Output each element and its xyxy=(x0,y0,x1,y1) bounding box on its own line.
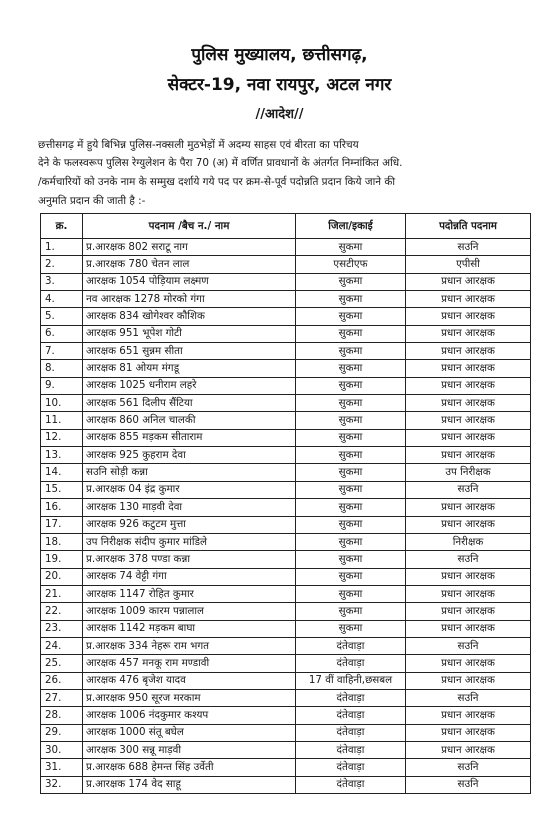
intro-line-2: देने के फलस्वरूप पुलिस रेग्युलेशन के पैरा 70 (अ) में वर्णित प्रावधानों के अंतर्गत निम्नांकित अधि. xyxy=(38,157,403,169)
cell-serial: 3. xyxy=(41,273,83,290)
cell-serial: 14. xyxy=(41,464,83,481)
table-row xyxy=(41,464,531,481)
table-row xyxy=(41,256,531,273)
cell-serial: 19. xyxy=(41,551,83,568)
cell-promotion: प्रधान आरक्षक xyxy=(406,620,531,637)
cell-designation-name: आरक्षक 1142 मड़कम बाघा xyxy=(83,620,296,637)
cell-promotion: सउनि xyxy=(406,481,531,498)
cell-promotion: प्रधान आरक्षक xyxy=(406,273,531,290)
cell-promotion: एपीसी xyxy=(406,256,531,273)
cell-promotion: प्रधान आरक्षक xyxy=(406,308,531,325)
cell-designation-name: प्र.आरक्षक 688 हेमन्त सिंह उर्वेती xyxy=(83,759,296,776)
table-row xyxy=(41,499,531,516)
cell-serial: 8. xyxy=(41,360,83,377)
cell-district: सुकमा xyxy=(296,481,406,498)
cell-designation-name: आरक्षक 74 वेट्टी गंगा xyxy=(83,568,296,585)
cell-district: सुकमा xyxy=(296,568,406,585)
table-row xyxy=(41,689,531,706)
cell-serial: 6. xyxy=(41,325,83,342)
table-row xyxy=(41,377,531,394)
cell-district: दंतेवाड़ा xyxy=(296,655,406,672)
table-row xyxy=(41,759,531,776)
cell-designation-name: प्र.आरक्षक 334 नेहरू राम भगत xyxy=(83,637,296,654)
cell-serial: 32. xyxy=(41,776,83,793)
cell-serial: 5. xyxy=(41,308,83,325)
cell-serial: 21. xyxy=(41,585,83,602)
cell-promotion: प्रधान आरक्षक xyxy=(406,603,531,620)
cell-serial: 17. xyxy=(41,516,83,533)
cell-district: दंतेवाड़ा xyxy=(296,689,406,706)
order-title: //आदेश// xyxy=(255,107,304,122)
cell-promotion: प्रधान आरक्षक xyxy=(406,499,531,516)
cell-district: दंतेवाड़ा xyxy=(296,741,406,758)
cell-designation-name: आरक्षक 457 मनकू राम मण्डावी xyxy=(83,655,296,672)
cell-promotion: प्रधान आरक्षक xyxy=(406,516,531,533)
cell-promotion: प्रधान आरक्षक xyxy=(406,325,531,342)
cell-district: सुकमा xyxy=(296,603,406,620)
cell-serial: 12. xyxy=(41,429,83,446)
cell-promotion: सउनि xyxy=(406,759,531,776)
cell-promotion: उप निरीक्षक xyxy=(406,464,531,481)
cell-designation-name: आरक्षक 300 सन्नू माड़वी xyxy=(83,741,296,758)
cell-serial: 11. xyxy=(41,412,83,429)
cell-district: सुकमा xyxy=(296,620,406,637)
cell-designation-name: प्र.आरक्षक 04 इंद्र कुमार xyxy=(83,481,296,498)
intro-line-3: /कर्मचारियों को उनके नाम के सम्मुख दर्शाये गये पद पर क्रम-से-पूर्व पदोन्नति प्रदान किये जाने की xyxy=(38,176,396,188)
cell-promotion: प्रधान आरक्षक xyxy=(406,343,531,360)
intro-line-4: अनुमति प्रदान की जाती है :- xyxy=(38,195,146,207)
cell-district: सुकमा xyxy=(296,429,406,446)
table-row xyxy=(41,325,531,342)
cell-designation-name: प्र.आरक्षक 378 पण्डा कन्ना xyxy=(83,551,296,568)
cell-designation-name: आरक्षक 926 कटुटम मुत्ता xyxy=(83,516,296,533)
table-row xyxy=(41,239,531,256)
table-row xyxy=(41,343,531,360)
table-row xyxy=(41,429,531,446)
cell-serial: 24. xyxy=(41,637,83,654)
cell-promotion: निरीक्षक xyxy=(406,533,531,550)
table-row xyxy=(41,568,531,585)
table-row xyxy=(41,620,531,637)
table-row xyxy=(41,603,531,620)
cell-serial: 20. xyxy=(41,568,83,585)
cell-promotion: प्रधान आरक्षक xyxy=(406,568,531,585)
cell-serial: 4. xyxy=(41,291,83,308)
cell-designation-name: आरक्षक 951 भूपेश गोटी xyxy=(83,325,296,342)
cell-serial: 1. xyxy=(41,239,83,256)
cell-serial: 16. xyxy=(41,499,83,516)
cell-serial: 26. xyxy=(41,672,83,689)
cell-promotion: प्रधान आरक्षक xyxy=(406,672,531,689)
cell-promotion: सउनि xyxy=(406,239,531,256)
table-row xyxy=(41,707,531,724)
cell-promotion: प्रधान आरक्षक xyxy=(406,655,531,672)
intro-line-1: छत्तीसगढ़ में हुये बिभिन्न पुलिस-नक्सली मुठभेड़ों में अदम्य साहस एवं बीरता का परिचय xyxy=(38,139,359,151)
cell-promotion: सउनि xyxy=(406,776,531,793)
cell-district: सुकमा xyxy=(296,447,406,464)
cell-promotion: प्रधान आरक्षक xyxy=(406,360,531,377)
col-header-designation-name: पदनाम /बैच न./ नाम xyxy=(83,214,296,239)
cell-promotion: प्रधान आरक्षक xyxy=(406,429,531,446)
cell-serial: 18. xyxy=(41,533,83,550)
cell-district: 17 वीं वाहिनी,छसबल xyxy=(296,672,406,689)
cell-designation-name: प्र.आरक्षक 174 वेद साहू xyxy=(83,776,296,793)
cell-serial: 7. xyxy=(41,343,83,360)
cell-designation-name: आरक्षक 651 सुन्नम सीता xyxy=(83,343,296,360)
table-row xyxy=(41,481,531,498)
cell-district: सुकमा xyxy=(296,308,406,325)
cell-designation-name: आरक्षक 1009 कारम पन्नालाल xyxy=(83,603,296,620)
table-row xyxy=(41,655,531,672)
cell-designation-name: आरक्षक 855 मड़कम सीताराम xyxy=(83,429,296,446)
cell-district: सुकमा xyxy=(296,343,406,360)
table-row xyxy=(41,447,531,464)
cell-designation-name: आरक्षक 1025 धनीराम लहरे xyxy=(83,377,296,394)
cell-promotion: प्रधान आरक्षक xyxy=(406,377,531,394)
cell-designation-name: आरक्षक 860 अनिल चालकी xyxy=(83,412,296,429)
table-row xyxy=(41,516,531,533)
table-row xyxy=(41,637,531,654)
cell-serial: 15. xyxy=(41,481,83,498)
cell-promotion: सउनि xyxy=(406,637,531,654)
table-row xyxy=(41,741,531,758)
cell-serial: 9. xyxy=(41,377,83,394)
cell-district: सुकमा xyxy=(296,551,406,568)
cell-serial: 28. xyxy=(41,707,83,724)
cell-district: सुकमा xyxy=(296,360,406,377)
cell-designation-name: प्र.आरक्षक 780 चेतन लाल xyxy=(83,256,296,273)
cell-promotion: प्रधान आरक्षक xyxy=(406,291,531,308)
cell-district: दंतेवाड़ा xyxy=(296,776,406,793)
cell-designation-name: आरक्षक 1147 रोहित कुमार xyxy=(83,585,296,602)
cell-designation-name: आरक्षक 1000 संतू बघेल xyxy=(83,724,296,741)
table-row xyxy=(41,585,531,602)
cell-serial: 10. xyxy=(41,395,83,412)
col-header-serial: क्र. xyxy=(41,214,83,239)
cell-serial: 22. xyxy=(41,603,83,620)
cell-promotion: प्रधान आरक्षक xyxy=(406,741,531,758)
cell-district: सुकमा xyxy=(296,412,406,429)
cell-serial: 23. xyxy=(41,620,83,637)
col-header-promotion: पदोन्नति पदनाम xyxy=(406,214,531,239)
col-header-district: जिला/इकाई xyxy=(296,214,406,239)
table-row xyxy=(41,291,531,308)
cell-serial: 13. xyxy=(41,447,83,464)
cell-serial: 25. xyxy=(41,655,83,672)
cell-district: सुकमा xyxy=(296,516,406,533)
table-row xyxy=(41,551,531,568)
cell-designation-name: सउनि सोड़ी कन्ना xyxy=(83,464,296,481)
cell-district: दंतेवाड़ा xyxy=(296,637,406,654)
table-row xyxy=(41,273,531,290)
cell-promotion: प्रधान आरक्षक xyxy=(406,707,531,724)
cell-district: सुकमा xyxy=(296,585,406,602)
cell-designation-name: आरक्षक 834 खोगेश्वर कौशिक xyxy=(83,308,296,325)
cell-serial: 29. xyxy=(41,724,83,741)
cell-district: सुकमा xyxy=(296,395,406,412)
cell-district: दंतेवाड़ा xyxy=(296,759,406,776)
office-address: सेक्टर-19, नवा रायपुर, अटल नगर xyxy=(167,75,392,95)
table-row xyxy=(41,672,531,689)
cell-designation-name: आरक्षक 1006 नंदकुमार कश्यप xyxy=(83,707,296,724)
cell-promotion: प्रधान आरक्षक xyxy=(406,724,531,741)
cell-designation-name: आरक्षक 561 दिलीप सैंटिया xyxy=(83,395,296,412)
table-header-row xyxy=(41,214,531,239)
cell-district: सुकमा xyxy=(296,291,406,308)
cell-district: दंतेवाड़ा xyxy=(296,724,406,741)
cell-district: सुकमा xyxy=(296,464,406,481)
cell-district: सुकमा xyxy=(296,239,406,256)
cell-designation-name: आरक्षक 81 ओयम मंगडू xyxy=(83,360,296,377)
cell-district: सुकमा xyxy=(296,273,406,290)
cell-serial: 30. xyxy=(41,741,83,758)
cell-serial: 2. xyxy=(41,256,83,273)
cell-district: सुकमा xyxy=(296,377,406,394)
cell-designation-name: आरक्षक 476 बृजेश यादव xyxy=(83,672,296,689)
cell-district: दंतेवाड़ा xyxy=(296,707,406,724)
cell-promotion: सउनि xyxy=(406,551,531,568)
cell-district: सुकमा xyxy=(296,533,406,550)
cell-designation-name: प्र.आरक्षक 950 सूरज मरकाम xyxy=(83,689,296,706)
cell-designation-name: उप निरीक्षक संदीप कुमार मांडिले xyxy=(83,533,296,550)
table-row xyxy=(41,533,531,550)
cell-designation-name: नव आरक्षक 1278 मोरको गंगा xyxy=(83,291,296,308)
cell-district: एसटीएफ xyxy=(296,256,406,273)
cell-promotion: सउनि xyxy=(406,689,531,706)
promotion-table xyxy=(40,213,531,794)
cell-serial: 27. xyxy=(41,689,83,706)
cell-serial: 31. xyxy=(41,759,83,776)
table-row xyxy=(41,308,531,325)
cell-district: सुकमा xyxy=(296,499,406,516)
cell-promotion: प्रधान आरक्षक xyxy=(406,395,531,412)
cell-promotion: प्रधान आरक्षक xyxy=(406,585,531,602)
table-row xyxy=(41,412,531,429)
cell-promotion: प्रधान आरक्षक xyxy=(406,412,531,429)
table-row xyxy=(41,360,531,377)
cell-designation-name: आरक्षक 1054 पोड़ियाम लक्ष्मण xyxy=(83,273,296,290)
office-title: पुलिस मुख्यालय, छत्तीसगढ़, xyxy=(191,45,368,65)
cell-designation-name: आरक्षक 925 कुहराम देवा xyxy=(83,447,296,464)
table-row xyxy=(41,776,531,793)
cell-district: सुकमा xyxy=(296,325,406,342)
cell-designation-name: आरक्षक 130 माड़वी देवा xyxy=(83,499,296,516)
cell-designation-name: प्र.आरक्षक 802 सराटू नाग xyxy=(83,239,296,256)
cell-promotion: प्रधान आरक्षक xyxy=(406,447,531,464)
table-row xyxy=(41,724,531,741)
table-row xyxy=(41,395,531,412)
